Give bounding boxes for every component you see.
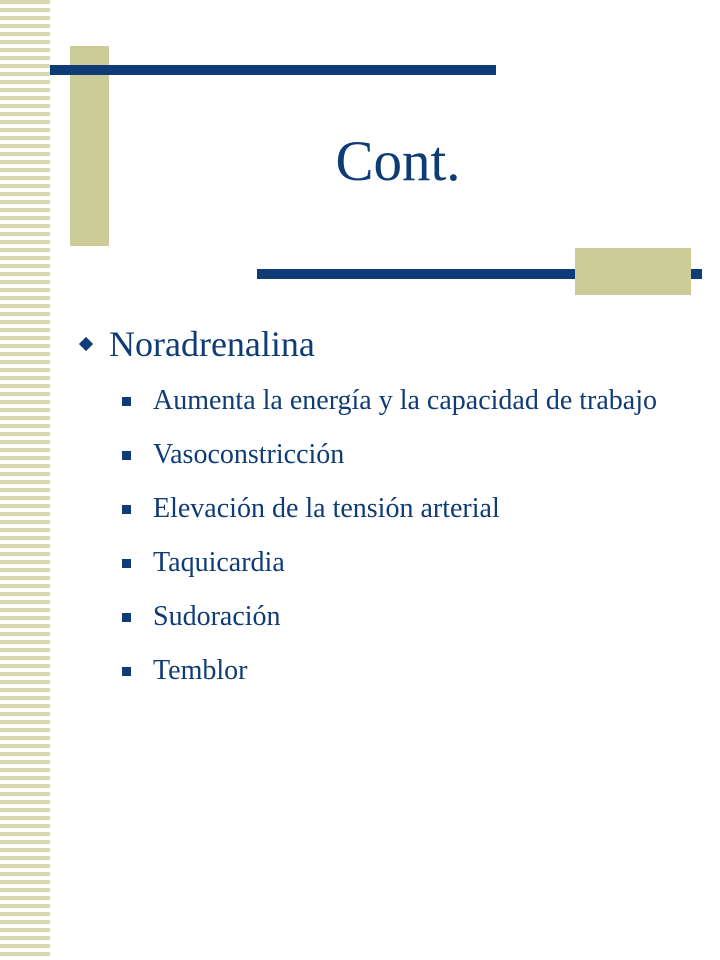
list-item xyxy=(122,489,692,529)
square-bullet-icon xyxy=(122,397,131,406)
list-item-text: Aumenta la energía y la capacidad de trabajo xyxy=(153,385,658,416)
diamond-icon xyxy=(79,337,93,351)
list-item-text: Taquicardia xyxy=(153,547,285,578)
list-item xyxy=(122,597,692,637)
square-bullet-icon xyxy=(122,451,131,460)
main-point-label: Noradrenalina xyxy=(109,324,315,364)
list-item xyxy=(122,651,692,691)
sub-point-list xyxy=(122,381,692,705)
square-bullet-icon xyxy=(122,613,131,622)
list-item xyxy=(122,381,692,421)
list-item xyxy=(122,543,692,583)
list-item-text: Vasoconstricción xyxy=(153,439,345,470)
slide-title: Cont. xyxy=(335,130,461,193)
list-item xyxy=(122,435,692,475)
list-item-text: Temblor xyxy=(153,655,248,686)
square-bullet-icon xyxy=(122,667,131,676)
olive-corner-block xyxy=(575,248,691,295)
list-item-text: Sudoración xyxy=(153,601,281,632)
list-item-text: Elevación de la tensión arterial xyxy=(153,493,500,524)
main-point xyxy=(78,322,315,366)
navy-top-bar xyxy=(50,65,496,75)
square-bullet-icon xyxy=(122,505,131,514)
square-bullet-icon xyxy=(122,559,131,568)
